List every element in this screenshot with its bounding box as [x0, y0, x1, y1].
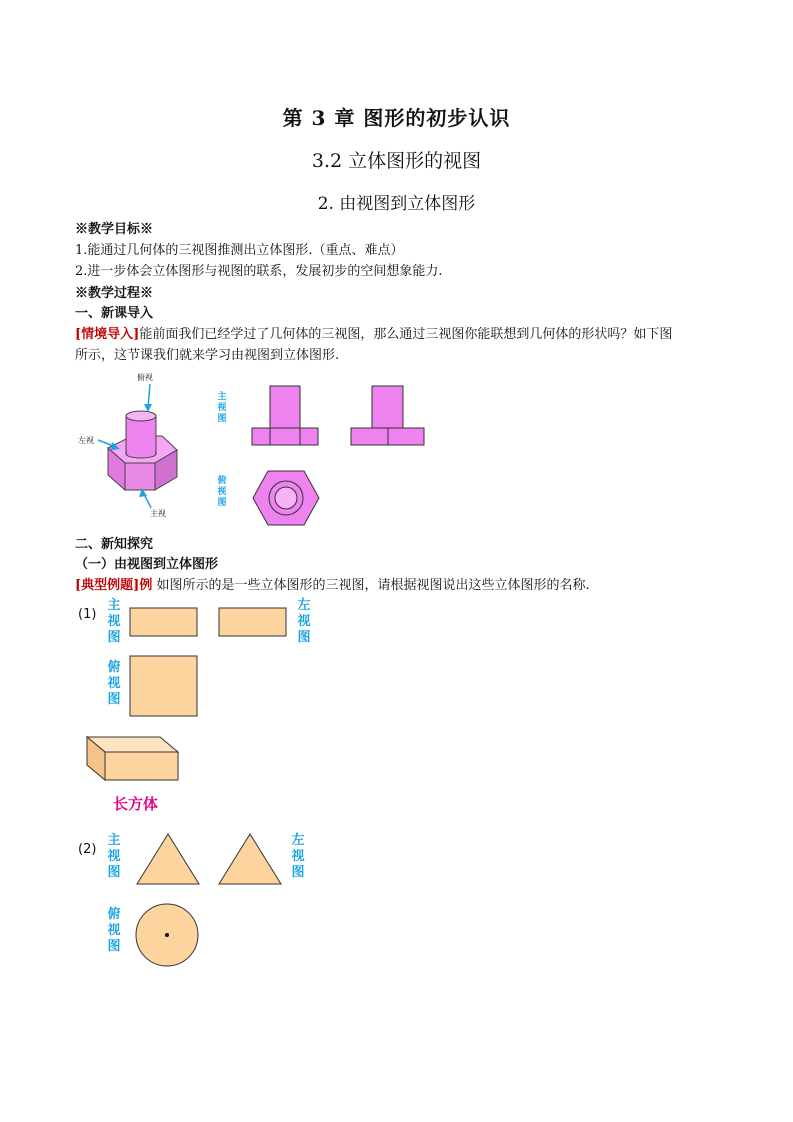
- ex1-top-label: 俯视图: [107, 660, 121, 707]
- fig1-front-label: 主视: [150, 509, 166, 518]
- ex1-number: (1): [78, 607, 97, 622]
- part1-heading: 一、新课导入: [75, 306, 154, 321]
- sub1-heading: （一）由视图到立体图形: [75, 557, 219, 572]
- goal-2: 2.进一步体会立体图形与视图的联系，发展初步的空间想象能力.: [75, 264, 443, 279]
- fig1-left-label: 左视: [78, 436, 94, 445]
- ex1-front-label: 主视图: [107, 598, 121, 645]
- ex1-answer: 长方体: [113, 795, 159, 813]
- goal-1: 1.能通过几何体的三视图推测出立体图形.（重点、难点）: [75, 243, 404, 258]
- ex2-number: (2): [78, 842, 97, 857]
- section-title: 3.2 立体图形的视图: [311, 150, 482, 172]
- process-heading: ※教学过程※: [75, 286, 154, 301]
- fig1-front-view-label: 主视图: [217, 392, 227, 424]
- fig1-top-view-label: 俯视图: [217, 476, 227, 508]
- example-word: 例: [139, 578, 153, 593]
- example-tag: [典型例题]: [75, 578, 140, 593]
- ex2-left-label: 左视图: [291, 833, 305, 880]
- example-text: 如图所示的是一些立体图形的三视图，请根据视图说出这些立体图形的名称.: [152, 578, 590, 593]
- ex2-top-label: 俯视图: [107, 907, 121, 954]
- chapter-title: 第 3 章 图形的初步认识: [282, 106, 511, 130]
- part2-heading: 二、新知探究: [75, 537, 154, 552]
- goals-heading: ※教学目标※: [75, 222, 154, 237]
- fig1-top-label: 俯视: [137, 373, 153, 382]
- ex1-left-label: 左视图: [297, 598, 311, 645]
- intro-text-1: 能前面我们已经学过了几何体的三视图，那么通过三视图你能联想到几何体的形状吗？如下图: [139, 327, 673, 342]
- subsection-title: 2. 由视图到立体图形: [317, 194, 476, 214]
- intro-line-2: 所示，这节课我们就来学习由视图到立体图形.: [75, 348, 340, 363]
- ex2-front-label: 主视图: [107, 833, 121, 880]
- intro-tag: [情境导入]: [75, 327, 140, 342]
